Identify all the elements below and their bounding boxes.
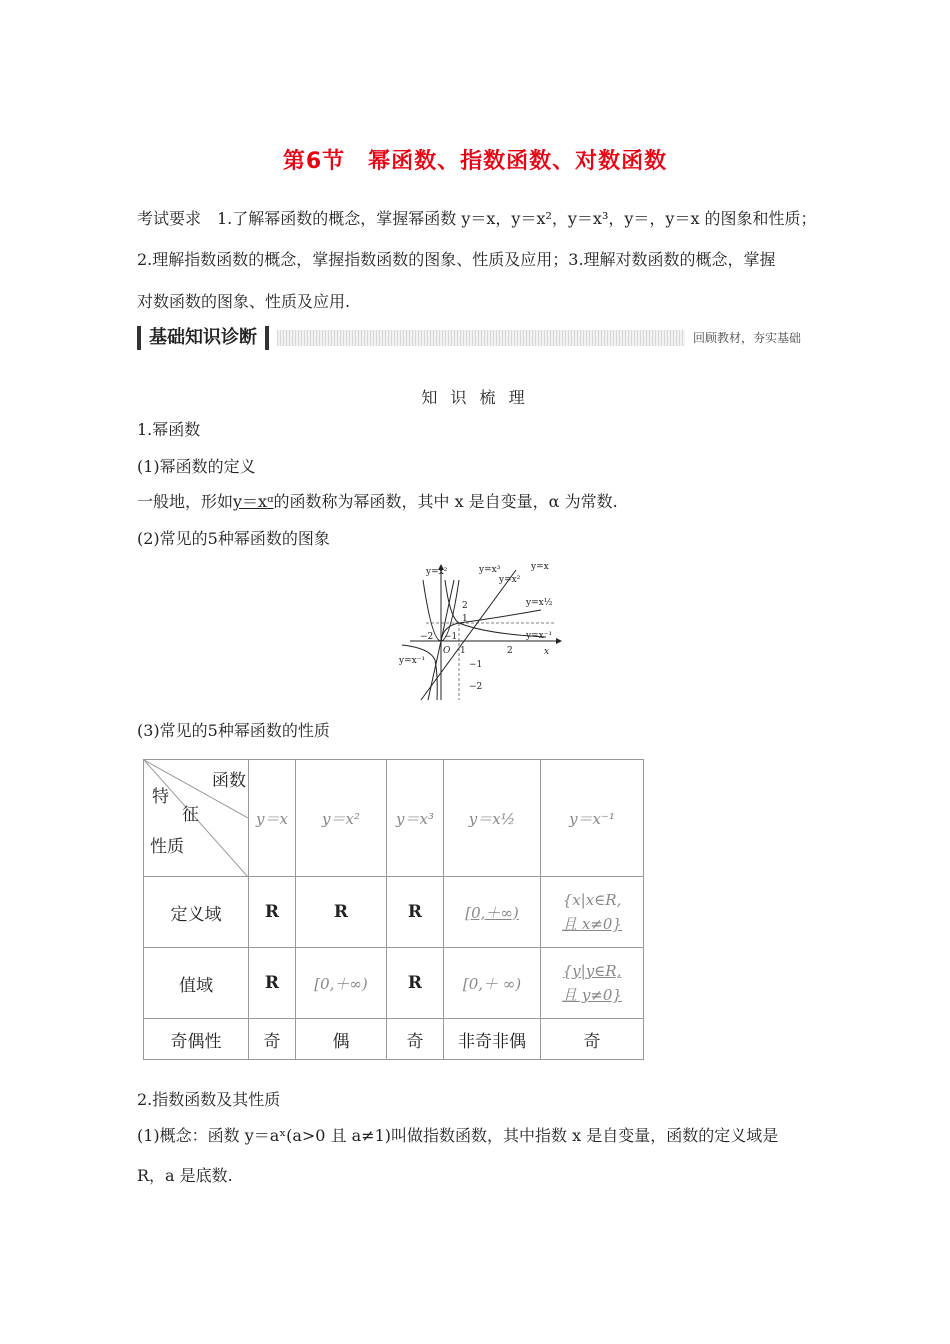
power-props-heading: (3)常见的5种幂函数的性质 [137,721,330,740]
label-axis-x: x [544,647,550,657]
cell-range-xinv-line2: 且 y≠0} [562,986,622,1004]
label-y-x2: y=x² [426,567,448,577]
cell-domain-x3: R [387,877,444,948]
page-title: 第6节 幂函数、指数函数、对数函数 [282,149,668,174]
corner-feature-1: 特 [152,787,169,807]
table-row-domain [144,877,644,948]
header-y-xinv: y＝x⁻¹ [541,760,644,877]
corner-property: 性质 [150,837,184,857]
power-heading: 1.幂函数 [137,420,201,439]
cell-parity-x3: 奇 [387,1019,444,1060]
section-banner [137,326,809,350]
header-y-x3: y＝x³ [387,760,444,877]
row-label-parity: 奇偶性 [144,1019,249,1060]
banner-title: 基础知识诊断 [137,326,269,350]
header-y-x: y＝x [249,760,296,877]
label-origin: O [443,646,451,656]
requirements-line-1: 考试要求 1.了解幂函数的概念，掌握幂函数 y＝x，y＝x²，y＝x³，y＝，y＝x 的图象和性质； [137,209,817,228]
label-y-xinv-right: y=x⁻¹ [526,631,553,641]
cell-domain-x2: R [296,877,387,948]
power-graph-heading: (2)常见的5种幂函数的图象 [137,529,330,548]
header-y-x2: y＝x² [296,760,387,877]
cell-domain-xinv-line1: {x|x∈R, [562,891,622,909]
def-formula: y＝xᵅ [233,492,274,511]
tick-ym1: −1 [469,660,483,670]
label-y-x: y=x [531,562,549,572]
banner-subtitle: 回顾教材，夯实基础 [685,330,809,346]
table-row-parity [144,1019,644,1060]
power-properties-table [143,759,644,1060]
label-y-x2b: y=x² [499,575,521,585]
tick-1: 1 [460,646,466,656]
cell-parity-x: 奇 [249,1019,296,1060]
label-y-xinv-left: y=x⁻¹ [399,656,426,666]
section-heading: 知 识 梳 理 [421,388,529,407]
cell-parity-xinv: 奇 [541,1019,644,1060]
table-header-row [144,760,644,877]
row-label-range: 值域 [144,948,249,1019]
cell-parity-x2: 偶 [296,1019,387,1060]
table-row-range [144,948,644,1019]
tick-2: 2 [507,646,513,656]
tick-m2: −2 [420,632,434,642]
cell-range-xhalf: [0,＋ ∞) [444,948,541,1019]
cell-range-x3: R [387,948,444,1019]
requirements-line-3: 对数函数的图象、性质及应用. [137,292,351,311]
exp-line-1: (1)概念：函数 y＝aˣ(a>0 且 a≠1)叫做指数函数，其中指数 x 是自变量，函数的定义域是 [137,1126,779,1145]
cell-domain-xinv-line2: 且 x≠0} [562,915,622,933]
def-pre: 一般地，形如 [137,492,234,511]
label-y-xhalf: y=x½ [526,598,553,608]
label-y-x3: y=x³ [479,565,501,575]
cell-domain-x: R [249,877,296,948]
requirements-line-2: 2.理解指数函数的概念，掌握指数函数的图象、性质及应用；3.理解对数函数的概念，掌握 [137,250,776,269]
cell-range-x: R [249,948,296,1019]
tick-y2: 2 [462,601,468,611]
table-corner-cell [144,760,249,877]
def-post: 的函数称为幂函数，其中 x 是自变量，α 为常数. [273,492,618,511]
exp-line-2: R，a 是底数. [137,1166,233,1185]
curve-xinv-right [445,580,546,637]
cell-domain-xhalf [444,877,541,948]
power-def-heading: (1)幂函数的定义 [137,457,256,476]
tick-y1: 1 [462,614,468,624]
cell-range-xinv-line1: {y|y∈R, [562,962,622,980]
cell-domain-xinv [541,877,644,948]
cell-parity-xhalf: 非奇非偶 [444,1019,541,1060]
power-functions-graph [396,560,566,705]
row-label-domain: 定义域 [144,877,249,948]
tick-ym2: −2 [469,682,483,692]
cell-domain-xhalf-text: [0,＋∞) [465,903,519,922]
cell-range-xinv [541,948,644,1019]
tick-m1: −1 [444,632,458,642]
power-def-line [137,490,618,514]
corner-function: 函数 [212,771,246,791]
header-y-xhalf: y＝x½ [444,760,541,877]
x-axis-arrow [556,638,562,644]
corner-feature-2: 征 [182,805,199,825]
exp-heading: 2.指数函数及其性质 [137,1090,281,1109]
cell-range-x2: [0,＋∞) [296,948,387,1019]
curve-xinv-left [402,645,437,700]
